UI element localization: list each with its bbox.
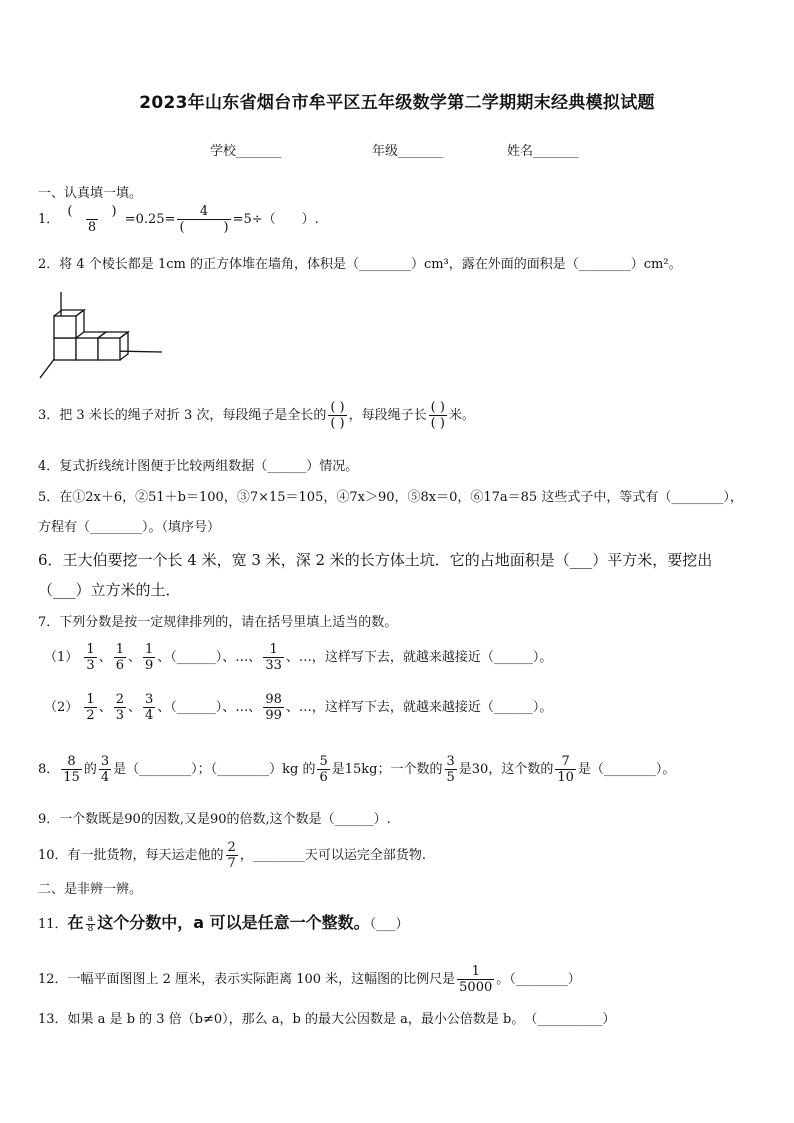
school-field: 学校_______ — [210, 144, 282, 159]
q1-fraction-b: $\frac{4}{( )}$ — [179, 204, 229, 235]
question-5-line-1: 5．在①2x＋6，②51＋b＝100，③7×15＝105，④7x＞90，⑤8x＝0，⑥17a＝85 这些式子中，等式有（________）， — [38, 490, 743, 505]
question-7-row-2: （2） $\frac{1}{2}$ 、 $\frac{2}{3}$ 、 $\frac{3}{4}$ 、（______）、…、 $\frac{98}{99}$ 、…，这样写下去，就越来越接近（______）。 — [44, 692, 553, 723]
question-12: 12．一幅平面图图上 2 厘米，表示实际距离 100 米，这幅图的比例尺是 $\frac{1}{5000}$ 。（________） — [38, 964, 581, 995]
fraction: $\frac{2}{3}$ — [115, 692, 124, 723]
question-6-line-1: 6．王大伯要挖一个长 4 米，宽 3 米，深 2 米的长方体土坑．它的占地面积是（___）平方米，要挖出 — [38, 551, 713, 569]
fraction: $\frac{3}{4}$ — [145, 692, 154, 723]
q3-fraction-blank-b: $\frac{( )}{( )}$ — [430, 400, 445, 431]
fraction: $\frac{8}{15}$ — [63, 754, 80, 785]
fraction: $\frac{1}{9}$ — [145, 642, 154, 673]
question-3: 3．把 3 米长的绳子对折 3 次，每段绳子是全长的 $\frac{( )}{( )}$ ，每段绳子长 $\frac{( )}{( )}$ 米。 — [38, 400, 475, 431]
fraction: $\frac{7}{10}$ — [557, 754, 574, 785]
question-9: 9．一个数既是90的因数,又是90的倍数,这个数是（______）. — [38, 812, 391, 827]
fraction: $\frac{1}{33}$ — [265, 642, 282, 673]
question-7-row-1: （1） $\frac{1}{3}$ 、 $\frac{1}{6}$ 、 $\frac{1}{9}$ 、（______）、…、 $\frac{1}{33}$ 、…，这样写下去，就越来越接近（______）。 — [44, 642, 553, 673]
question-10: 10．有一批货物，每天运走他的 $\frac{2}{7}$ ，________天可以运完全部货物. — [38, 840, 426, 871]
question-13: 13．如果 a 是 b 的 3 倍（b≠0），那么 a，b 的最大公因数是 a，最小公倍数是 b。 （__________） — [38, 1012, 616, 1027]
fraction: $\frac{a}{8}$ — [87, 914, 94, 934]
grade-field: 年级_______ — [372, 144, 444, 159]
question-5-line-2: 方程有（________）。（填序号） — [38, 520, 221, 535]
fraction: $\frac{1}{3}$ — [86, 642, 95, 673]
question-4: 4．复式折线统计图便于比较两组数据（______）情况。 — [38, 459, 359, 474]
cube-stack-figure — [38, 290, 168, 380]
fraction: $\frac{3}{5}$ — [446, 754, 455, 785]
question-11: 11．在 $\frac{a}{8}$ 这个分数中，a 可以是任意一个整数。（___） — [38, 913, 409, 934]
q1-number: 1． — [38, 212, 60, 227]
fraction: $\frac{1}{5000}$ — [459, 964, 493, 995]
section-true-false: 二、是非辨一辨。 — [38, 882, 143, 897]
fraction: $\frac{98}{99}$ — [265, 692, 282, 723]
question-6-line-2: （___）立方米的土． — [38, 581, 181, 599]
question-1: 1． $\frac{( )}{8}$ =0.25= $\frac{4}{( )}$ =5÷（ ）. — [38, 204, 319, 235]
question-7: 7．下列分数是按一定规律排列的，请在括号里填上适当的数。 — [38, 615, 398, 630]
fraction: $\frac{2}{7}$ — [227, 840, 236, 871]
fraction: $\frac{5}{6}$ — [319, 754, 328, 785]
fraction: $\frac{3}{4}$ — [100, 754, 110, 785]
question-2: 2．将 4 个棱长都是 1cm 的正方体堆在墙角，体积是（________）cm³，露在外面的面积是（________）cm²。 — [38, 257, 682, 272]
name-field: 姓名_______ — [507, 144, 579, 159]
fraction: $\frac{1}{6}$ — [115, 642, 124, 673]
question-8: 8． $\frac{8}{15}$ 的 $\frac{3}{4}$ 是（________）；（________）kg 的 $\frac{5}{6}$ 是15kg；一个数的 $\frac{3}{5}$ 是30，这个数的 $\frac{7}{10}$ 是（________）。 — [38, 754, 676, 785]
q3-fraction-blank-a: $\frac{( )}{( )}$ — [330, 400, 345, 431]
q1-fraction-a: $\frac{( )}{8}$ — [67, 204, 117, 235]
page-title: 2023年山东省烟台市牟平区五年级数学第二学期期末经典模拟试题 — [139, 93, 655, 113]
section-fill-blank: 一、认真填一填。 — [38, 186, 143, 201]
fraction: $\frac{1}{2}$ — [86, 692, 95, 723]
